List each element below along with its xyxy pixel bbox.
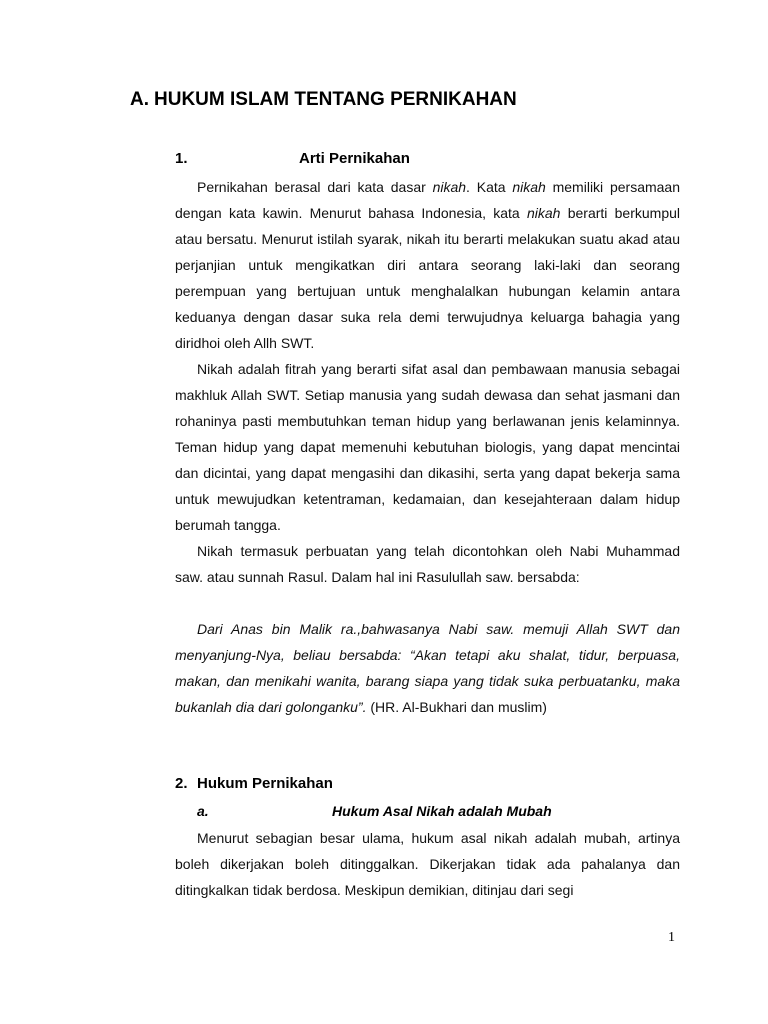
title-text: HUKUM ISLAM TENTANG PERNIKAHAN xyxy=(154,89,517,110)
text-run: Pernikahan berasal dari kata dasar xyxy=(197,179,433,195)
text-run: Nikah termasuk perbuatan yang telah dicontohkan oleh Nabi Muhammad saw. atau sunnah Rasul. Dalam hal ini Rasulullah saw. bersabda: xyxy=(175,543,680,585)
paragraph-hukum-asal xyxy=(175,825,680,903)
section-2-number: 2. xyxy=(175,775,188,792)
italic-text-run: nikah xyxy=(526,205,561,221)
text-run: Nikah adalah fitrah yang berarti sifat asal dan pembawaan manusia sebagai makhluk Allah SWT. Setiap manusia yang sudah dewasa dan sehat jasmani dan rohaninya pasti membutuhkan teman hidup yang berlawanan jenis kelaminnya. Teman hidup yang dapat memenuhi kebutuhan biologis, yang dapat mencintai dan dicintai, yang dapat mengasihi dan dikasihi, serta yang dapat bekerja sama untuk mewujudkan ketentraman, kedamaian, dan kesejahteraan dalam hidup berumah tangga. xyxy=(175,361,680,533)
subsection-a-heading-text: Hukum Asal Nikah adalah Mubah xyxy=(332,803,552,819)
text-run: . Kata xyxy=(466,179,513,195)
text-run: Menurut sebagian besar ulama, hukum asal nikah adalah mubah, artinya boleh dikerjakan boleh ditinggalkan. Dikerjakan tidak ada pahalanya dan ditingkalkan tidak berdosa. Meskipun demikian, ditinjau dari segi xyxy=(175,830,680,898)
section-2-heading xyxy=(175,775,333,792)
text-run: memiliki persamaan dengan kata kawin. Menurut bahasa Indonesia, kata xyxy=(175,179,681,221)
paragraph-arti-pernikahan xyxy=(175,174,680,356)
italic-text-run: Dari Anas bin Malik ra.,bahwasanya Nabi saw. memuji Allah SWT dan menyanjung-Nya, beliau bersabda: “Akan tetapi aku shalat, tidur, berpuasa, makan, dan menikahi wanita, barang siapa yang tidak suka perbuatanku, maka bukanlah dia dari golonganku”. xyxy=(175,621,680,715)
title-number: A. xyxy=(130,89,149,110)
document-title xyxy=(130,89,517,111)
page-number: 1 xyxy=(668,930,675,945)
section-1-heading-text: Arti Pernikahan xyxy=(299,150,410,167)
italic-text-run: nikah xyxy=(432,179,467,195)
paragraph-fitrah xyxy=(175,356,680,538)
paragraph-sunnah-rasul xyxy=(175,538,680,590)
italic-text-run: nikah xyxy=(512,179,546,195)
text-run: berarti berkumpul atau bersatu. Menurut istilah syarak, nikah itu berarti melakukan suatu akad atau perjanjian untuk mengikatkan diri antara seorang laki-laki dan seorang perempuan yang bertujuan untuk menghalalkan hubungan kelamin antara keduanya dengan dasar suka rela demi terwujudnya keluarga bahagia yang diridhoi oleh Allh SWT. xyxy=(175,205,681,351)
section-1-number: 1. xyxy=(175,150,188,167)
text-run: (HR. Al-Bukhari dan muslim) xyxy=(366,699,547,715)
section-2-heading-text: Hukum Pernikahan xyxy=(197,775,333,792)
paragraph-hadith xyxy=(175,616,680,720)
subsection-a-number: a. xyxy=(197,803,209,819)
subsection-a-heading xyxy=(197,803,552,819)
section-1-heading xyxy=(175,150,410,167)
